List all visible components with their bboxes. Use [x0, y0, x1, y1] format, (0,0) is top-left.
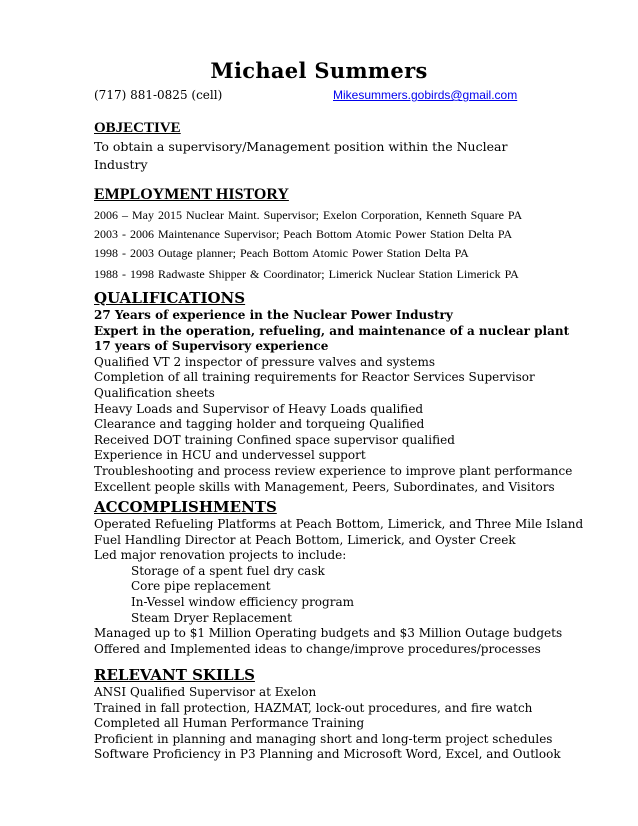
job-entry: 1988 - 1998 Radwaste Shipper & Coordinator; Limerick Nuclear Station Limerick PA	[94, 267, 519, 281]
objective-section	[94, 118, 614, 173]
objective-heading: OBJECTIVE	[94, 120, 181, 136]
accomplishments-section	[94, 497, 614, 657]
qualifications-section	[94, 288, 614, 495]
email-link[interactable]: Mikesummers.gobirds@gmail.com	[333, 88, 518, 102]
accomplishment-item: Offered and Implemented ideas to change/improve procedures/processes	[94, 641, 541, 656]
qualification-item: Qualified VT 2 inspector of pressure valves and systems	[94, 354, 436, 369]
skills-heading: RELEVANT SKILLS	[94, 666, 255, 684]
job-entry: 2003 - 2006 Maintenance Supervisor; Peach Bottom Atomic Power Station Delta PA	[94, 227, 513, 241]
project-item: Storage of a spent fuel dry cask	[131, 563, 325, 578]
project-item: Core pipe replacement	[131, 579, 271, 594]
skill-item: Trained in fall protection, HAZMAT, lock-out procedures, and fire watch	[94, 700, 533, 715]
qualification-item: Received DOT training Confined space supervisor qualified	[94, 432, 455, 447]
qualification-item: Qualification sheets	[94, 385, 215, 400]
objective-line: Industry	[94, 156, 148, 172]
job-entry: 1998 - 2003 Outage planner; Peach Bottom Atomic Power Station Delta PA	[94, 246, 469, 260]
project-item: Steam Dryer Replacement	[131, 610, 292, 625]
accomplishment-item: Fuel Handling Director at Peach Bottom, Limerick, and Oyster Creek	[94, 532, 516, 547]
qualification-item: Excellent people skills with Management, Peers, Subordinates, and Visitors	[94, 479, 555, 494]
employment-heading: EMPLOYMENT HISTORY	[94, 186, 289, 203]
qualification-item: Heavy Loads and Supervisor of Heavy Loads qualified	[94, 401, 424, 416]
project-item: In-Vessel window efficiency program	[131, 594, 354, 609]
qualifications-heading: QUALIFICATIONS	[94, 289, 246, 307]
job-entry: 2006 – May 2015 Nuclear Maint. Supervisor; Exelon Corporation, Kenneth Square PA	[94, 208, 523, 222]
skills-section	[94, 665, 614, 763]
objective-line: To obtain a supervisory/Management position within the Nuclear	[94, 139, 508, 154]
employment-section	[94, 185, 614, 284]
accomplishments-heading: ACCOMPLISHMENTS	[94, 498, 277, 516]
qualification-item: Clearance and tagging holder and torqueing Qualified	[94, 417, 425, 432]
skill-item: ANSI Qualified Supervisor at Exelon	[94, 685, 317, 699]
accomplishment-item: Operated Refueling Platforms at Peach Bottom, Limerick, and Three Mile Island	[94, 517, 584, 531]
qualification-item: Expert in the operation, refueling, and maintenance of a nuclear plant	[94, 323, 570, 338]
qualification-item: 27 Years of experience in the Nuclear Power Industry	[94, 308, 453, 322]
qualification-item: Completion of all training requirements for Reactor Services Supervisor	[94, 370, 535, 385]
qualification-item: Troubleshooting and process review experience to improve plant performance	[94, 463, 573, 478]
candidate-name: Michael Summers	[210, 58, 428, 83]
skill-item: Proficient in planning and managing short and long-term project schedules	[94, 731, 553, 746]
skill-item: Completed all Human Performance Training	[94, 716, 365, 731]
skill-item: Software Proficiency in P3 Planning and Microsoft Word, Excel, and Outlook	[94, 747, 561, 762]
accomplishment-item: Managed up to $1 Million Operating budgets and $3 Million Outage budgets	[94, 626, 563, 641]
qualification-item: Experience in HCU and undervessel support	[94, 448, 366, 463]
phone-number: (717) 881-0825 (cell)	[94, 88, 223, 102]
accomplishment-item: Led major renovation projects to include:	[94, 548, 347, 563]
qualification-item: 17 years of Supervisory experience	[94, 339, 329, 354]
